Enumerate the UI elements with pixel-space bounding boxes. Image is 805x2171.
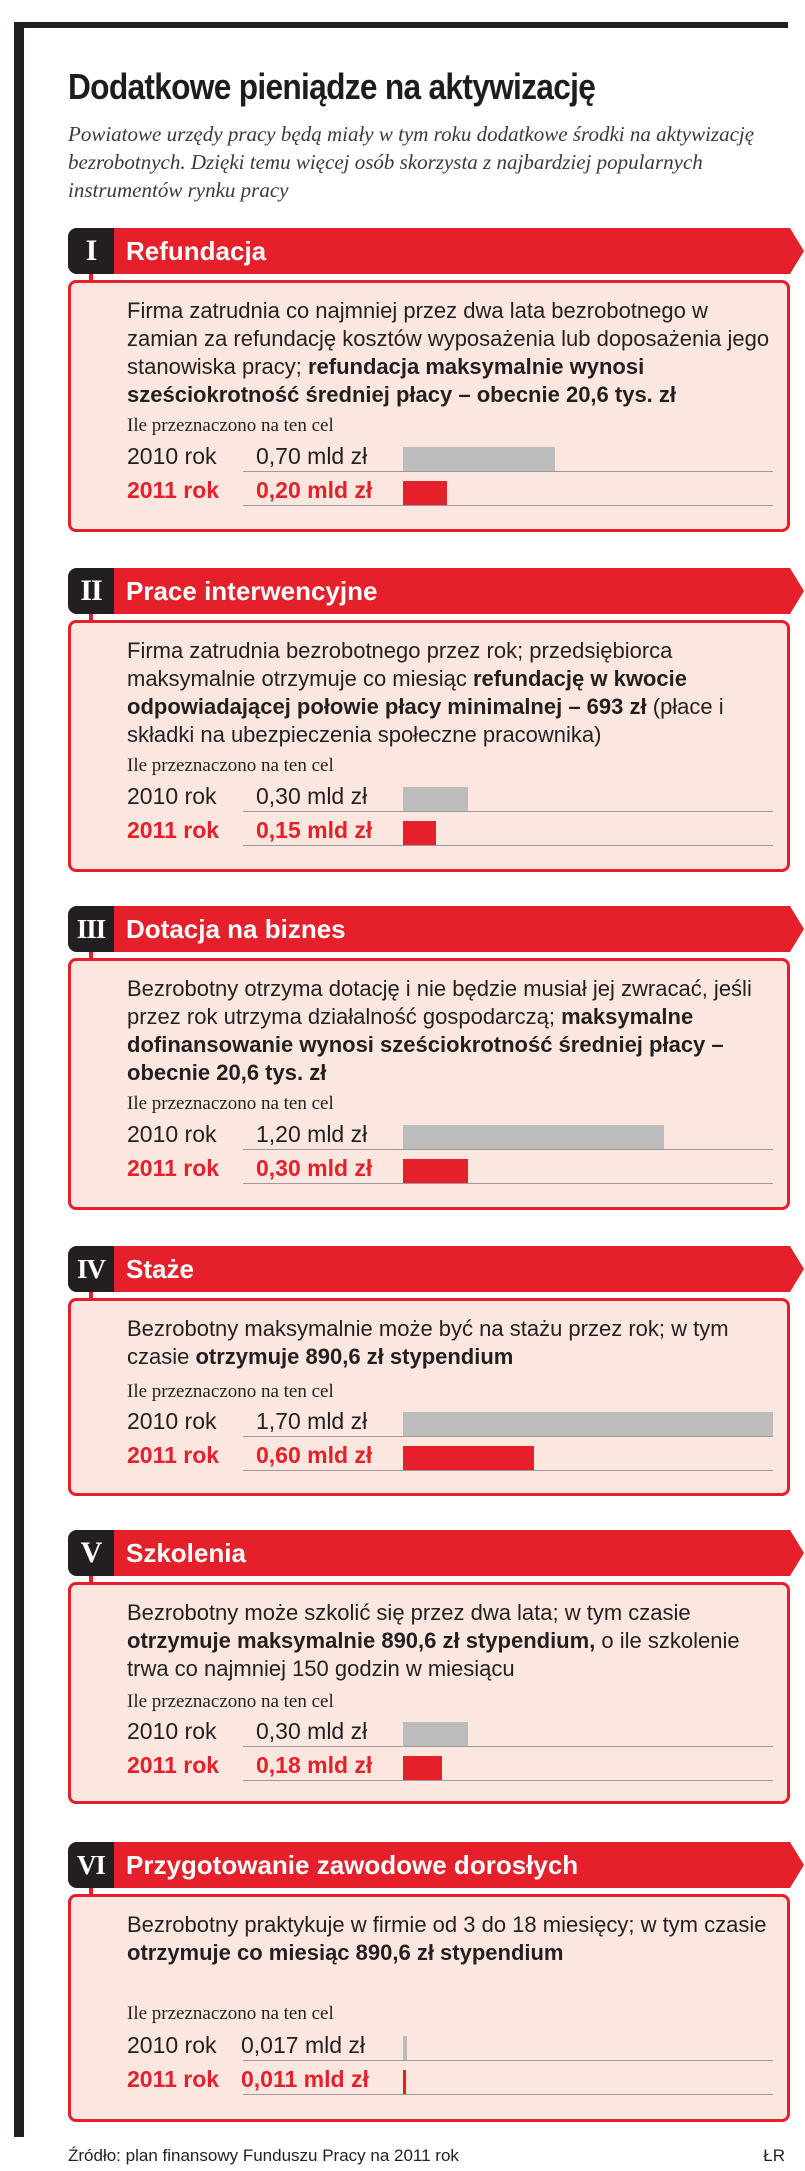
section-description <box>127 975 777 1087</box>
desc-text-end: o ile szkolenie trwa co najmniej 150 godzin w miesiącu <box>127 1628 740 1681</box>
row-baseline <box>243 505 773 506</box>
desc-bold-text: otrzymuje co miesiąc 890,6 zł stypendium <box>127 1940 564 1965</box>
year-2010-label: 2010 rok <box>127 1121 217 1147</box>
section-numeral: V <box>68 1530 114 1576</box>
section-title: Przygotowanie zawodowe dorosłych <box>126 1850 579 1880</box>
section-numeral: I <box>68 228 114 274</box>
row-baseline <box>243 1149 773 1150</box>
year-2011-label: 2011 rok <box>127 1155 220 1181</box>
row-baseline <box>243 2094 773 2095</box>
row-baseline <box>243 471 773 472</box>
section-body <box>68 1582 790 1804</box>
value-2010-label: 1,70 mld zł <box>256 1408 368 1434</box>
bar-2011 <box>403 1756 442 1780</box>
value-2010-label: 0,70 mld zł <box>256 443 368 469</box>
year-2011-label: 2011 rok <box>127 1442 220 1468</box>
desc-text: Firma zatrudnia co najmniej przez dwa lata bezrobotnego w zamian za refundację kosztów wyposażenia lub doposażenia jego stanowiska pracy; <box>127 298 770 379</box>
value-2010-label: 0,30 mld zł <box>256 783 368 809</box>
question-label: Ile przeznaczono na ten cel <box>127 1381 334 1402</box>
year-2011-label: 2011 rok <box>127 2066 220 2092</box>
value-2010-label: 0,30 mld zł <box>256 1718 368 1744</box>
desc-text: Bezrobotny maksymalnie może być na stażu przez rok; w tym czasie <box>127 1316 729 1369</box>
section-header <box>68 568 790 614</box>
year-2010-label: 2010 rok <box>127 1718 217 1744</box>
desc-bold-text: refundacja maksymalnie wynosi sześciokrotność średniej płacy – obecnie 20,6 tys. zł <box>127 354 677 407</box>
section-numeral: III <box>68 906 114 952</box>
row-baseline <box>243 1436 773 1437</box>
value-2010-label: 0,017 mld zł <box>241 2032 366 2058</box>
question-label: Ile przeznaczono na ten cel <box>127 2003 334 2024</box>
year-2011-label: 2011 rok <box>127 477 220 503</box>
bar-2010 <box>403 1412 773 1436</box>
section-body <box>68 1298 790 1496</box>
value-2011-label: 0,30 mld zł <box>256 1155 373 1181</box>
section-title: Dotacja na biznes <box>126 914 346 944</box>
bar-2010 <box>403 447 555 471</box>
section-body <box>68 620 790 872</box>
row-baseline <box>243 1470 773 1471</box>
section-description <box>127 1911 777 1967</box>
question-label: Ile przeznaczono na ten cel <box>127 1093 334 1114</box>
section-description <box>127 1315 777 1371</box>
section-numeral: VI <box>68 1842 114 1888</box>
section-numeral: IV <box>68 1246 114 1292</box>
value-2011-label: 0,15 mld zł <box>256 817 373 843</box>
row-baseline <box>243 1780 773 1781</box>
row-baseline <box>243 811 773 812</box>
section-body <box>68 280 790 532</box>
frame-left-rule <box>14 22 24 2137</box>
question-label: Ile przeznaczono na ten cel <box>127 415 334 436</box>
value-2011-label: 0,011 mld zł <box>241 2066 369 2092</box>
question-label: Ile przeznaczono na ten cel <box>127 755 334 776</box>
row-baseline <box>243 2060 773 2061</box>
bar-2011 <box>403 821 436 845</box>
section-header <box>68 906 790 952</box>
bar-2010 <box>403 787 468 811</box>
year-2010-label: 2010 rok <box>127 443 217 469</box>
bar-2010 <box>403 2036 407 2060</box>
page-subtitle: Powiatowe urzędy pracy będą miały w tym roku dodatkowe środki na aktywizację bezrobotnych. Dzięki temu więcej osób skorzysta z najbardziej popularnych instrumentów rynku pracy <box>68 122 755 202</box>
section-title: Szkolenia <box>126 1538 246 1568</box>
desc-text: Bezrobotny otrzyma dotację i nie będzie musiał jej zwracać, jeśli przez rok utrzyma działalność gospodarczą; <box>127 976 752 1029</box>
row-baseline <box>243 1183 773 1184</box>
value-2011-label: 0,60 mld zł <box>256 1442 373 1468</box>
section-title: Refundacja <box>126 236 267 266</box>
section-numeral: II <box>68 568 114 614</box>
frame-top-rule <box>14 22 788 28</box>
year-2010-label: 2010 rok <box>127 1408 217 1434</box>
row-baseline <box>243 845 773 846</box>
year-2010-label: 2010 rok <box>127 783 217 809</box>
year-2010-label: 2010 rok <box>127 2032 217 2058</box>
bar-2010 <box>403 1722 468 1746</box>
section-header <box>68 1530 790 1576</box>
desc-bold-text: otrzymuje 890,6 zł stypendium <box>195 1344 514 1369</box>
desc-text: Bezrobotny może szkolić się przez dwa lata; w tym czasie <box>127 1600 691 1625</box>
author-credit: ŁR <box>763 2146 785 2165</box>
section-body <box>68 1894 790 2122</box>
bar-2011 <box>403 481 447 505</box>
desc-text: Firma zatrudnia bezrobotnego przez rok; przedsiębiorca maksymalnie otrzymuje co miesiąc <box>127 638 673 691</box>
section-description <box>127 1599 777 1683</box>
desc-bold-text: otrzymuje maksymalnie 890,6 zł stypendium, <box>127 1628 596 1653</box>
page-title: Dodatkowe pieniądze na aktywizację <box>68 66 596 107</box>
bar-2010 <box>403 1125 664 1149</box>
section-title: Prace interwencyjne <box>126 576 378 606</box>
bar-2011 <box>403 1446 534 1470</box>
year-2011-label: 2011 rok <box>127 817 220 843</box>
section-header <box>68 1842 790 1888</box>
section-description <box>127 297 777 409</box>
year-2011-label: 2011 rok <box>127 1752 220 1778</box>
value-2011-label: 0,20 mld zł <box>256 477 373 503</box>
bar-2011 <box>403 1159 468 1183</box>
source-note: Źródło: plan finansowy Funduszu Pracy na 2011 rok <box>68 2146 459 2165</box>
section-title: Staże <box>126 1254 194 1284</box>
desc-bold-text: maksymalne dofinansowanie wynosi sześciokrotność średniej płacy – obecnie 20,6 tys. zł <box>127 1004 724 1085</box>
section-description <box>127 637 777 749</box>
section-header <box>68 228 790 274</box>
section-body <box>68 958 790 1210</box>
question-label: Ile przeznaczono na ten cel <box>127 1691 334 1712</box>
desc-text-end: (płace i składki na ubezpieczenia społeczne pracownika) <box>127 694 724 747</box>
value-2010-label: 1,20 mld zł <box>256 1121 368 1147</box>
section-header <box>68 1246 790 1292</box>
desc-text: Bezrobotny praktykuje w firmie od 3 do 18 miesięcy; w tym czasie <box>127 1912 767 1937</box>
desc-bold-text: refundację w kwocie odpowiadającej połowie płacy minimalnej – 693 zł <box>127 666 687 719</box>
row-baseline <box>243 1746 773 1747</box>
bar-2011 <box>403 2070 406 2094</box>
value-2011-label: 0,18 mld zł <box>256 1752 373 1778</box>
